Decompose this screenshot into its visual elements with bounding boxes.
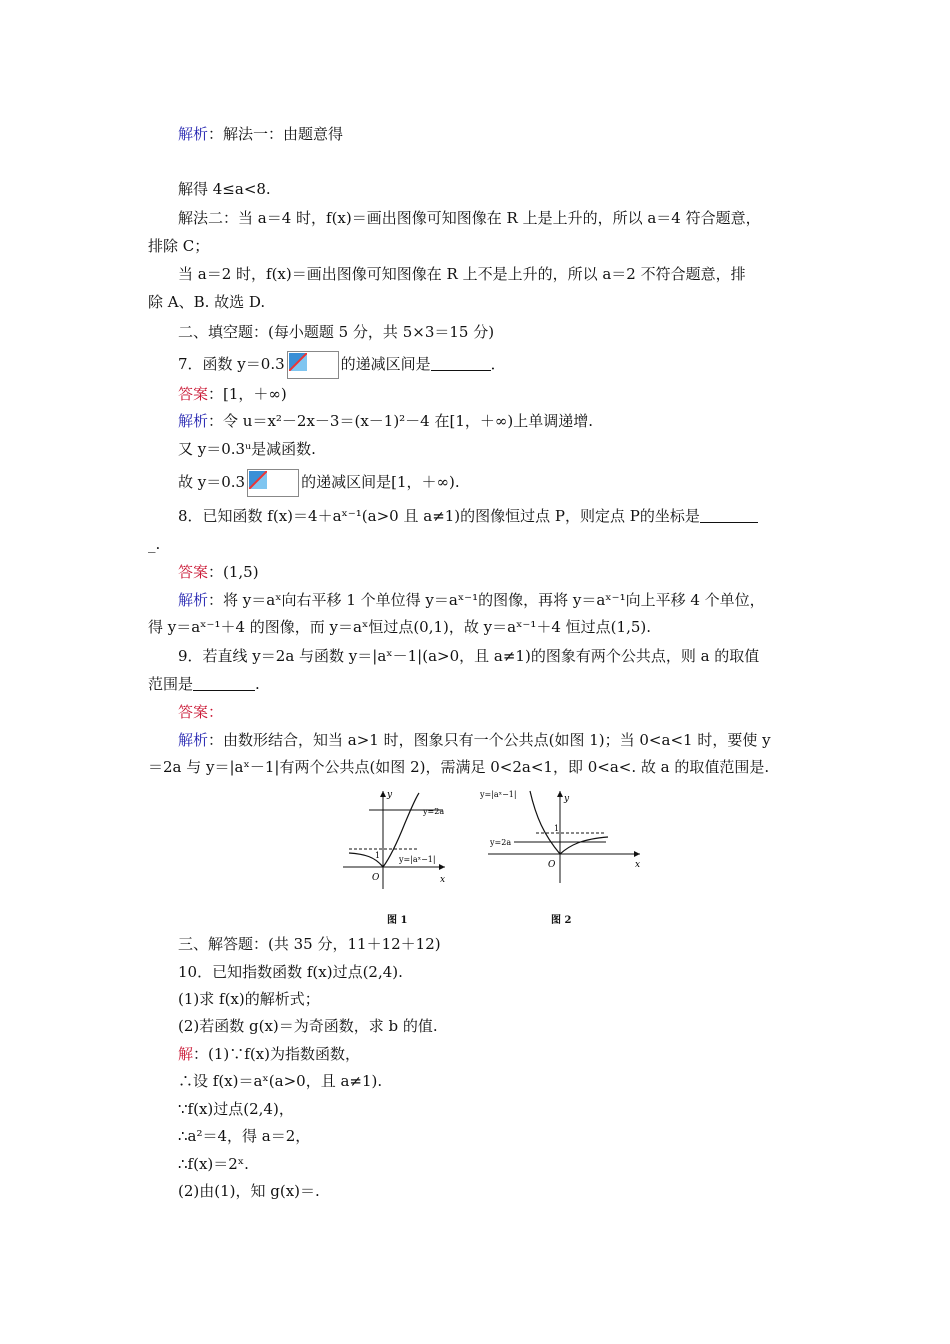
analysis-label: 解析 (178, 125, 209, 143)
section3-heading: 三、解答题：(共 35 分，11＋12＋12) (178, 935, 441, 953)
q9-answer-label: 答案： (178, 703, 224, 721)
q7-text-b: 的递减区间是 (340, 355, 431, 373)
section2-heading: 二、填空题：(每小题题 5 分，共 5×3＝15 分) (178, 323, 495, 341)
analysis-label: 解析 (178, 591, 209, 609)
q10-solution-4: ∴a²＝4，得 a＝2， (178, 1127, 311, 1145)
solution-header (178, 124, 343, 144)
q7-answer-text: ：[1，＋∞) (208, 385, 287, 403)
q7-exp3-text-a: 故 y＝0.3 (178, 473, 246, 491)
broken-image-icon (247, 469, 299, 497)
fig2-curve-label: y=|aˣ−1| (480, 790, 517, 799)
q10-solution-5: ∴f(x)＝2ˣ. (178, 1155, 249, 1173)
solution-label: 解 (178, 1045, 194, 1063)
method2-line4: 除 A、B. 故选 D. (148, 293, 266, 311)
q9-text-b: 范围是 (148, 675, 194, 693)
q7-exp3-text-b: 的递减区间是[1，＋∞). (301, 473, 460, 491)
question-9-line1: 9．若直线 y＝2a 与函数 y＝|aˣ－1|(a>0，且 a≠1)的图象有两个公共点，则 a 的取值 (178, 647, 760, 665)
figure-1-graph (335, 787, 455, 897)
q7-exp1-text: ：令 u＝x²－2x－3＝(x－1)²－4 在[1，＋∞)上单调递增. (208, 412, 594, 430)
q7-answer (178, 384, 287, 404)
method2-line2: 排除 C； (148, 237, 210, 255)
q7-text-a: 7．函数 y＝0.3 (178, 355, 285, 373)
q8-explanation-1 (178, 590, 765, 610)
q9-explanation-2: ＝2a 与 y＝|aˣ－1|有两个公共点(如图 2)，需满足 0<2a<1，即 0<a<. 故 a 的取值范围是. (148, 758, 770, 776)
solution-header-text: ：解法一：由题意得 (208, 125, 344, 143)
question-8-line2: _. (148, 535, 161, 553)
answer-blank (431, 356, 491, 371)
q8-text: 8．已知函数 f(x)＝4＋aˣ⁻¹(a>0 且 a≠1)的图像恒过点 P，则定点 P的坐标是 (178, 507, 700, 525)
fig2-line-label: y=2a (490, 838, 512, 847)
fig2-y-label: y (564, 794, 570, 804)
fig2-one-label: 1 (554, 824, 560, 833)
figure-2-caption: 图 2 (551, 915, 572, 926)
analysis-label: 解析 (178, 412, 209, 430)
question-7 (178, 351, 506, 379)
q9-exp1-text: ：由数形结合，知当 a>1 时，图象只有一个公共点(如图 1)；当 0<a<1 时，要使 y (208, 731, 771, 749)
q10-part1: (1)求 f(x)的解析式； (178, 990, 320, 1008)
q10-solution-3: ∵f(x)过点(2,4)， (178, 1100, 294, 1118)
q10-part2: (2)若函数 g(x)＝为奇函数，求 b 的值. (178, 1017, 438, 1035)
q7-explanation-1 (178, 411, 593, 431)
method2-line3: 当 a＝2 时，f(x)＝画出图像可知图像在 R 上不是上升的，所以 a＝2 不符合题意，排 (178, 265, 746, 283)
fig1-curve-label: y=|aˣ−1| (399, 855, 436, 864)
fig1-origin-label: O (372, 873, 380, 883)
q8-answer-text: ：(1,5) (208, 563, 259, 581)
answer-label: 答案 (178, 385, 209, 403)
q7-explanation-2: 又 y＝0.3ᵘ是减函数. (178, 440, 316, 458)
answer-blank (700, 508, 758, 523)
q8-answer (178, 562, 259, 582)
q10-solution-6: (2)由(1)，知 g(x)＝. (178, 1182, 320, 1200)
q10-solution-2: ∴设 f(x)＝aˣ(a>0，且 a≠1). (178, 1072, 383, 1090)
figure-2-graph (478, 787, 648, 887)
fig1-line-label: y=2a (423, 807, 445, 816)
q7-text-c: ． (490, 355, 506, 373)
fig1-x-label: x (440, 875, 446, 885)
solution-result: 解得 4≤a<8. (178, 180, 271, 198)
q9-explanation-1 (178, 730, 771, 750)
q8-exp1-text: ：将 y＝aˣ向右平移 1 个单位得 y＝aˣ⁻¹的图像，再将 y＝aˣ⁻¹向上平移 4 个单位， (208, 591, 765, 609)
fig1-one-label: 1 (375, 851, 381, 860)
method2-line1: 解法二：当 a＝4 时，f(x)＝画出图像可知图像在 R 上是上升的，所以 a＝4 符合题意， (178, 209, 761, 227)
q10-s1-text: ：(1)∵f(x)为指数函数， (193, 1045, 360, 1063)
question-10: 10．已知指数函数 f(x)过点(2,4). (178, 963, 403, 981)
fig1-y-label: y (387, 790, 393, 800)
analysis-label: 解析 (178, 731, 209, 749)
broken-image-icon (287, 351, 339, 379)
fig2-origin-label: O (548, 860, 556, 870)
q7-explanation-3 (178, 469, 460, 497)
answer-label: 答案 (178, 563, 209, 581)
fig2-x-label: x (635, 860, 641, 870)
question-9-line2: 范围是 . (148, 675, 260, 693)
question-8-line1 (178, 506, 758, 526)
figure-1-caption: 图 1 (387, 915, 408, 926)
q8-explanation-2: 得 y＝aˣ⁻¹＋4 的图像，而 y＝aˣ恒过点(0,1)，故 y＝aˣ⁻¹＋4 恒过点(1,5). (148, 618, 652, 636)
answer-blank (193, 676, 255, 691)
q10-solution-1 (178, 1044, 360, 1064)
